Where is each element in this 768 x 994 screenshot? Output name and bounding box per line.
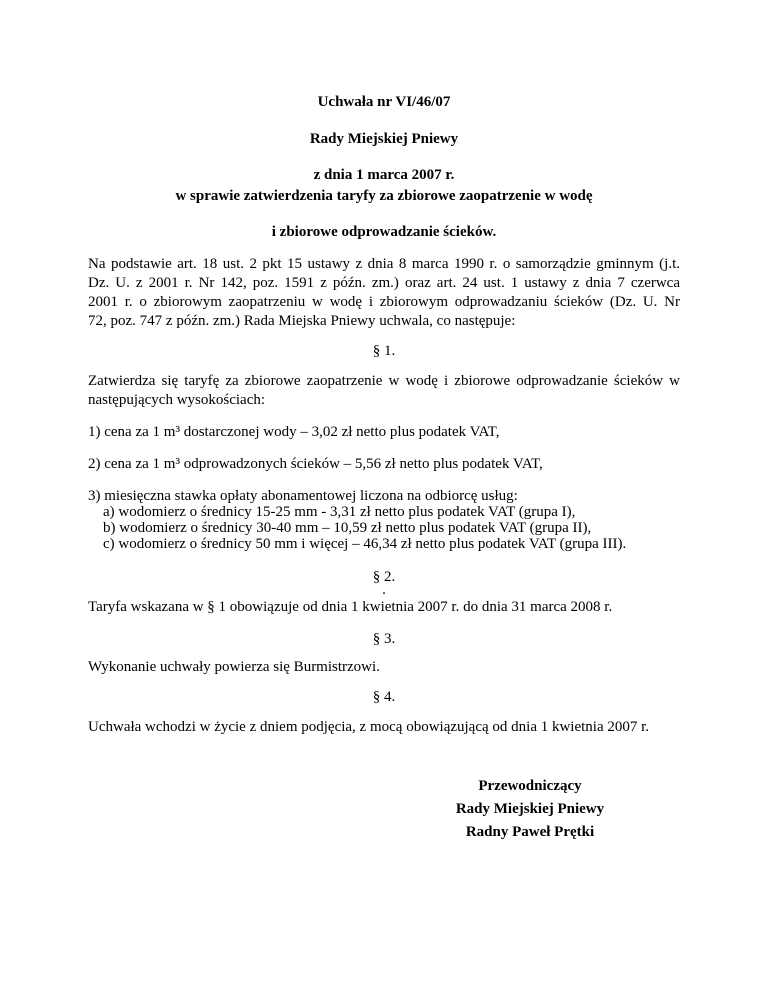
preamble-line: 72, poz. 747 z późn. zm.) Rada Miejska Pniewy uchwala, co następuje:: [88, 313, 516, 329]
section-1-heading: § 1.: [372, 343, 396, 359]
section-2-text: Taryfa wskazana w § 1 obowiązuje od dnia 1 kwietnia 2007 r. do dnia 31 marca 2008 r.: [88, 599, 613, 615]
section-1-intro: [88, 372, 680, 410]
preamble-line: Dz. U. z 2001 r. Nr 142, poz. 1591 z późn. zm.) oraz art. 24 ust. 1 ustawy z dnia 7 czerwca: [88, 275, 680, 291]
signature-name: Radny Paweł Prętki: [465, 824, 595, 840]
signature-body: Rady Miejskiej Pniewy: [455, 801, 605, 817]
preamble-line: Na podstawie art. 18 ust. 2 pkt 15 ustawy z dnia 8 marca 1990 r. o samorządzie gminnym (j.t.: [88, 256, 680, 272]
resolution-subject-line-2: i zbiorowe odprowadzanie ścieków.: [271, 224, 497, 240]
section-4-text: Uchwała wchodzi w życie z dniem podjęcia, z mocą obowiązującą od dnia 1 kwietnia 2007 r.: [88, 719, 650, 735]
tariff-item-subscription: 3) miesięczna stawka opłaty abonamentowej liczona na odbiorcę usług:: [88, 488, 518, 504]
preamble-paragraph: [88, 255, 680, 331]
signature-role: Przewodniczący: [478, 778, 582, 794]
resolution-title: Uchwała nr VI/46/07: [317, 94, 451, 110]
tariff-subitem-group-1: a) wodomierz o średnicy 15-25 mm - 3,31 zł netto plus podatek VAT (grupa I),: [103, 504, 576, 520]
section-4-heading: § 4.: [372, 689, 396, 705]
section-2-dot: .: [382, 582, 386, 598]
section-3-text: Wykonanie uchwały powierza się Burmistrzowi.: [88, 659, 380, 675]
section-2-heading: § 2.: [372, 569, 396, 585]
tariff-item-water: 1) cena za 1 m³ dostarczonej wody – 3,02 zł netto plus podatek VAT,: [88, 424, 500, 440]
section-3-heading: § 3.: [372, 631, 396, 647]
tariff-subitem-group-2: b) wodomierz o średnicy 30-40 mm – 10,59 zł netto plus podatek VAT (grupa II),: [103, 520, 592, 536]
resolution-subject-line-1: w sprawie zatwierdzenia taryfy za zbiorowe zaopatrzenie w wodę: [175, 188, 593, 204]
resolution-date: z dnia 1 marca 2007 r.: [313, 167, 455, 183]
section-1-intro-line: Zatwierdza się taryfę za zbiorowe zaopatrzenie w wodę i zbiorowe odprowadzanie ścieków w: [88, 373, 680, 389]
tariff-subitem-group-3: c) wodomierz o średnicy 50 mm i więcej – 46,34 zł netto plus podatek VAT (grupa III).: [103, 536, 627, 552]
tariff-item-sewage: 2) cena za 1 m³ odprowadzonych ścieków – 5,56 zł netto plus podatek VAT,: [88, 456, 543, 472]
section-1-intro-line: następujących wysokościach:: [88, 392, 266, 408]
resolution-issuer: Rady Miejskiej Pniewy: [309, 131, 459, 147]
preamble-line: 2001 r. o zbiorowym zaopatrzeniu w wodę i zbiorowym odprowadzaniu ścieków (Dz. U. Nr: [88, 294, 680, 310]
